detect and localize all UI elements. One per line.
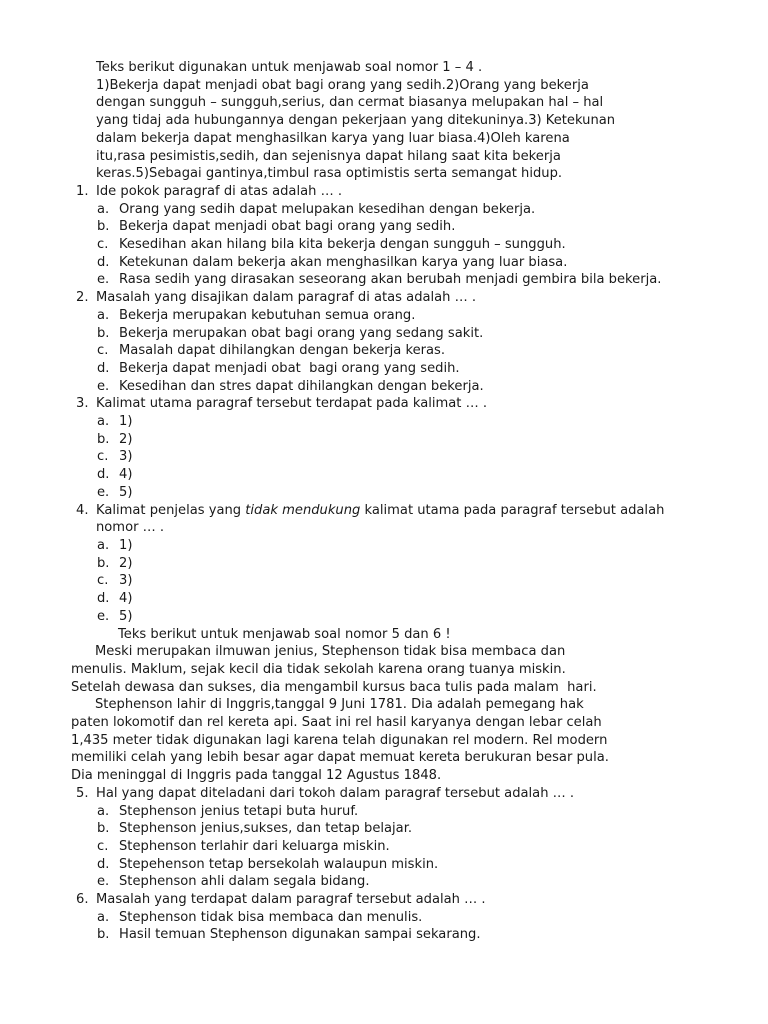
option-text: 4) — [119, 591, 133, 607]
option-letter: b. — [97, 325, 110, 341]
option — [0, 413, 689, 431]
question-text-end: kalimat utama pada paragraf tersebut adalah nomor … . — [96, 502, 665, 536]
question-4 — [0, 502, 704, 537]
option — [0, 271, 689, 289]
option-letter: e. — [97, 608, 110, 624]
question-number: 1. — [76, 183, 89, 199]
story-paragraph-2 — [71, 696, 721, 785]
option — [0, 555, 689, 573]
question-number: 2. — [76, 290, 89, 306]
option-text: 1) — [119, 414, 133, 430]
option-letter: a. — [97, 414, 110, 430]
option-text: Hasil temuan Stephenson digunakan sampai sekarang. — [119, 927, 481, 943]
intro-line: dengan sungguh – sungguh,serius, dan cermat biasanya melupakan hal – hal — [96, 95, 604, 111]
option-text: 4) — [119, 467, 133, 483]
intro-title: Teks berikut digunakan untuk menjawab soal nomor 1 – 4 . — [96, 60, 483, 75]
option-letter: b. — [97, 555, 110, 571]
option — [0, 254, 689, 272]
option — [0, 856, 689, 874]
story-line-text: Stephenson lahir di Inggris,tanggal 9 Juni 1781. Dia adalah pemegang hak — [95, 697, 584, 713]
option-text: Ketekunan dalam bekerja akan menghasilkan karya yang luar biasa. — [119, 254, 568, 270]
option-letter: c. — [97, 237, 109, 253]
option-letter: d. — [97, 591, 110, 607]
option-text: 2) — [119, 555, 133, 571]
question-6 — [0, 891, 704, 909]
option — [0, 926, 689, 944]
intro-line: yang tidaj ada hubungannya dengan pekerjaan yang ditekuninya.3) Ketekunan — [96, 113, 616, 129]
option-text: Stephenson jenius tetapi buta huruf. — [119, 803, 359, 819]
option — [0, 342, 689, 360]
option-text: 5) — [119, 608, 133, 624]
option — [0, 360, 689, 378]
option-letter: c. — [97, 449, 109, 465]
question-1 — [0, 183, 704, 201]
option — [0, 466, 689, 484]
section-title: Teks berikut untuk menjawab soal nomor 5 dan 6 ! — [118, 626, 451, 642]
story-line: paten lokomotif dan rel kereta api. Saat ini rel hasil karyanya dengan lebar celah — [71, 715, 602, 731]
option-letter: d. — [97, 360, 110, 376]
question-text: Masalah yang terdapat dalam paragraf tersebut adalah … . — [96, 892, 486, 908]
option — [0, 873, 689, 891]
option — [0, 431, 689, 449]
option-text: Kesedihan akan hilang bila kita bekerja dengan sungguh – sungguh. — [119, 237, 566, 253]
document-page — [0, 59, 768, 944]
option-text: Bekerja merupakan kebutuhan semua orang. — [119, 307, 416, 323]
option-letter: e. — [97, 874, 110, 890]
option-letter: c. — [97, 343, 109, 359]
option — [0, 218, 689, 236]
intro-line: dalam bekerja dapat menghasilkan karya yang luar biasa.4)Oleh karena — [96, 130, 570, 146]
option-text: 1) — [119, 537, 133, 553]
question-text: Masalah yang disajikan dalam paragraf di atas adalah … . — [96, 290, 477, 306]
option-text: 2) — [119, 431, 133, 447]
question-text: Kalimat utama paragraf tersebut terdapat pada kalimat … . — [96, 396, 488, 412]
option-text: Rasa sedih yang dirasakan seseorang akan berubah menjadi gembira bila bekerja. — [119, 272, 662, 288]
intro-line: itu,rasa pesimistis,sedih, dan sejenisnya dapat hilang saat kita bekerja — [96, 148, 561, 164]
story-line: memiliki celah yang lebih besar agar dapat memuat kereta berukuran besar pula. — [71, 750, 609, 766]
option-letter: b. — [97, 431, 110, 447]
story-line-text: Meski merupakan ilmuwan jenius, Stephenson tidak bisa membaca dan — [95, 644, 566, 660]
option — [0, 307, 689, 325]
question-number: 4. — [76, 502, 89, 518]
question-text — [96, 503, 664, 536]
option-text: Stephenson tidak bisa membaca dan menulis. — [119, 909, 423, 925]
option-letter: a. — [97, 803, 110, 819]
question-text-emphasis: tidak mendukung — [245, 502, 361, 518]
option-text: Bekerja merupakan obat bagi orang yang sedang sakit. — [119, 325, 484, 341]
option — [0, 537, 689, 555]
option-letter: a. — [97, 909, 110, 925]
option-text: Orang yang sedih dapat melupakan kesedihan dengan bekerja. — [119, 201, 536, 217]
intro-line: keras.5)Sebagai gantinya,timbul rasa optimistis serta semangat hidup. — [96, 166, 563, 182]
question-number: 3. — [76, 396, 89, 412]
option — [0, 201, 689, 219]
option-letter: a. — [97, 537, 110, 553]
story-line — [71, 643, 721, 661]
option — [0, 572, 689, 590]
option — [0, 838, 689, 856]
option-letter: d. — [97, 467, 110, 483]
option-text: 5) — [119, 484, 133, 500]
question-3 — [0, 395, 704, 413]
option-letter: a. — [97, 201, 110, 217]
option-text: Bekerja dapat menjadi obat bagi orang yang sedih. — [119, 219, 456, 235]
story-paragraph-1 — [71, 643, 721, 696]
question-number: 6. — [76, 892, 89, 908]
option-letter: e. — [97, 378, 110, 394]
option-text: Masalah dapat dihilangkan dengan bekerja keras. — [119, 343, 446, 359]
option-letter: e. — [97, 484, 110, 500]
option — [0, 378, 689, 396]
option-letter: b. — [97, 927, 110, 943]
option-text: Kesedihan dan stres dapat dihilangkan dengan bekerja. — [119, 378, 484, 394]
story-line: Dia meninggal di Inggris pada tanggal 12 Agustus 1848. — [71, 768, 442, 784]
story-line — [71, 696, 721, 714]
option-letter: d. — [97, 856, 110, 872]
question-2 — [0, 289, 704, 307]
question-number: 5. — [76, 785, 89, 801]
option-letter: b. — [97, 219, 110, 235]
option-letter: c. — [97, 838, 109, 854]
option-text: Stepehenson tetap bersekolah walaupun miskin. — [119, 856, 439, 872]
option — [0, 820, 689, 838]
option-letter: b. — [97, 821, 110, 837]
option — [0, 803, 689, 821]
option-text: 3) — [119, 573, 133, 589]
option-letter: d. — [97, 254, 110, 270]
option — [0, 325, 689, 343]
option — [0, 608, 689, 626]
option-text: Bekerja dapat menjadi obat bagi orang yang sedih. — [119, 360, 460, 376]
intro-line: 1)Bekerja dapat menjadi obat bagi orang yang sedih.2)Orang yang bekerja — [96, 77, 589, 93]
question-text-start: Kalimat penjelas yang — [96, 502, 246, 518]
question-text: Hal yang dapat diteladani dari tokoh dalam paragraf tersebut adalah … . — [96, 785, 575, 801]
option — [0, 909, 689, 927]
option-text: Stephenson jenius,sukses, dan tetap belajar. — [119, 821, 413, 837]
option-letter: c. — [97, 573, 109, 589]
option — [0, 448, 689, 466]
question-text: Ide pokok paragraf di atas adalah … . — [96, 183, 342, 199]
question-5 — [0, 785, 704, 803]
option-text: Stephenson terlahir dari keluarga miskin. — [119, 838, 390, 854]
option — [0, 590, 689, 608]
intro-paragraph — [96, 77, 704, 183]
option-letter: a. — [97, 307, 110, 323]
option — [0, 236, 689, 254]
option-text: Stephenson ahli dalam segala bidang. — [119, 874, 370, 890]
option-letter: e. — [97, 272, 110, 288]
story-line: 1,435 meter tidak digunakan lagi karena telah digunakan rel modern. Rel modern — [71, 732, 608, 748]
story-line: menulis. Maklum, sejak kecil dia tidak sekolah karena orang tuanya miskin. — [71, 661, 566, 677]
option-text: 3) — [119, 449, 133, 465]
story-line: Setelah dewasa dan sukses, dia mengambil kursus baca tulis pada malam hari. — [71, 679, 597, 695]
option — [0, 484, 689, 502]
